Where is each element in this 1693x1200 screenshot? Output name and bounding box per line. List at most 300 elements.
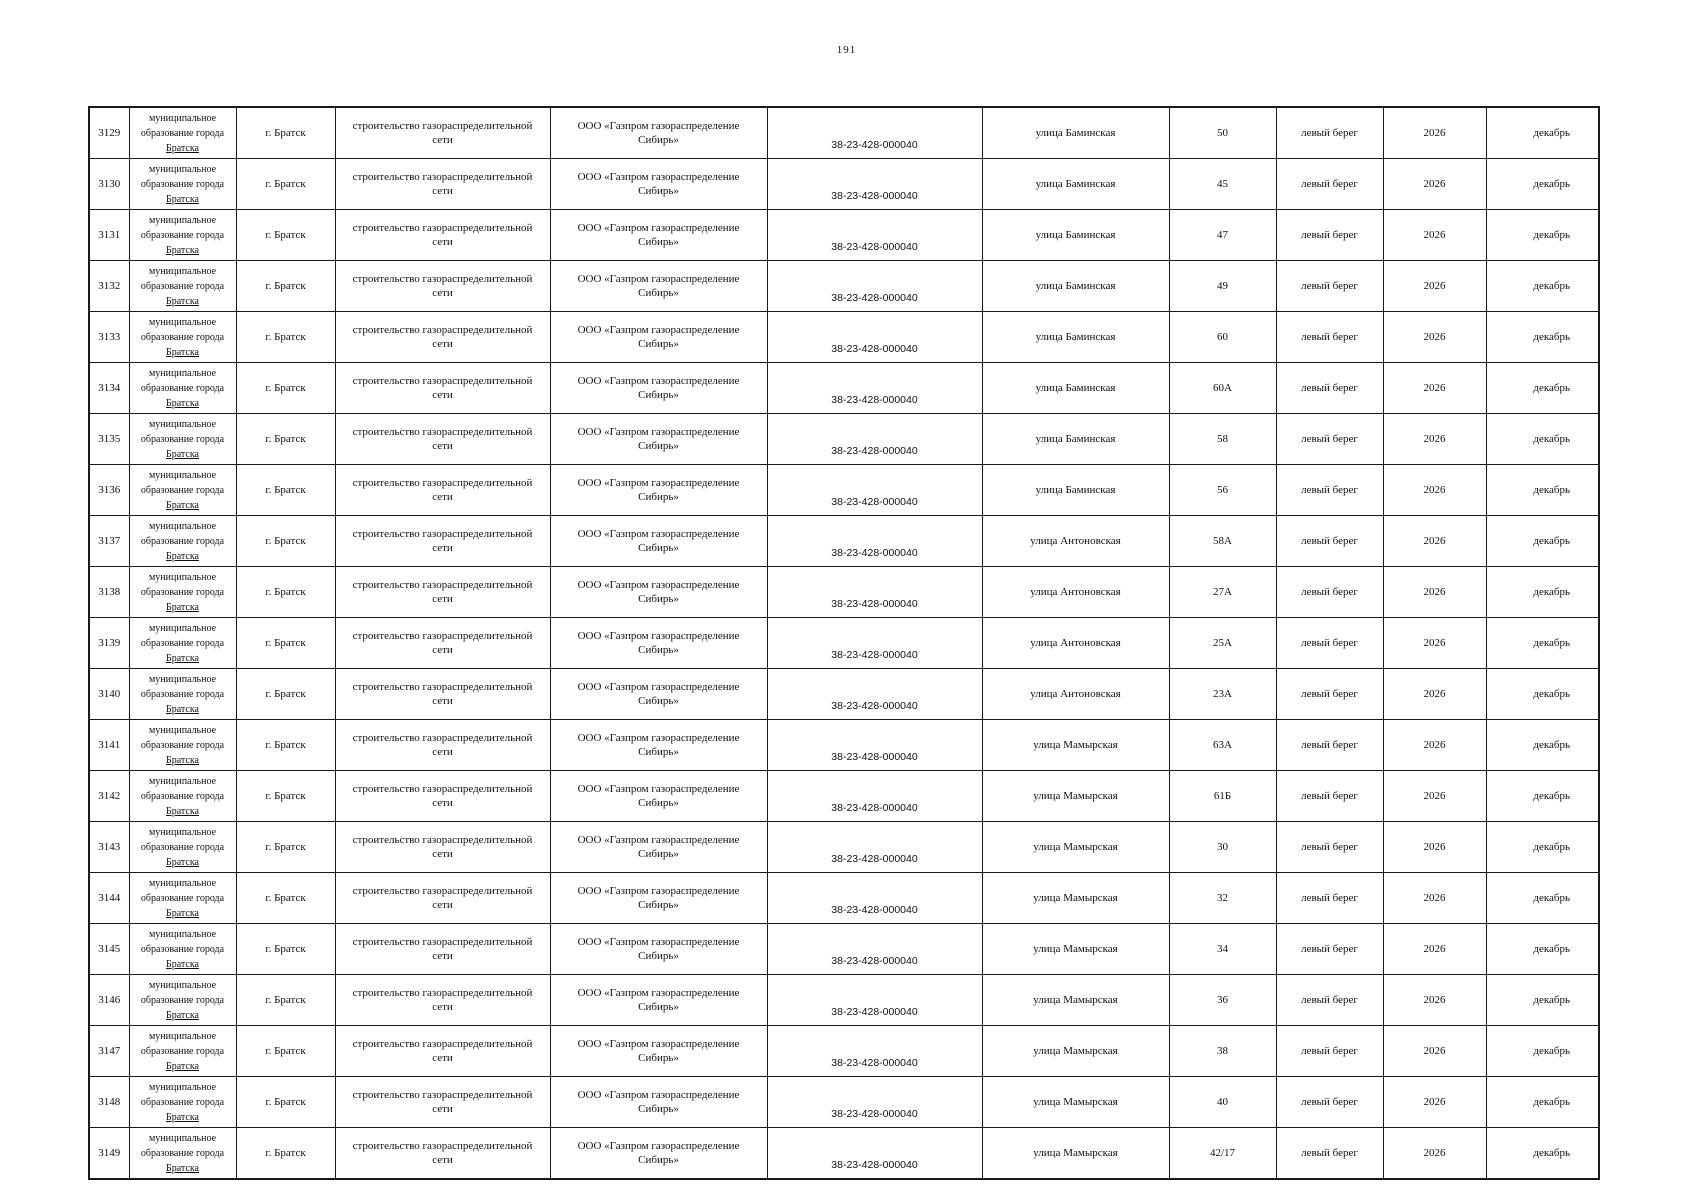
municipality-line: муниципальное: [148, 112, 217, 124]
row-number-cell: 3139: [89, 618, 129, 669]
code-cell: 38-23-428-000040: [767, 159, 982, 210]
house-cell: 36: [1169, 975, 1276, 1026]
city-cell: г. Братск: [236, 975, 335, 1026]
municipality-cell: [129, 1128, 236, 1180]
house-cell: 40: [1169, 1077, 1276, 1128]
year-cell: 2026: [1383, 516, 1486, 567]
municipality-cell: [129, 771, 236, 822]
object-cell: строительство газораспределительной сети: [335, 1077, 550, 1128]
municipality-line: муниципальное: [148, 622, 217, 634]
municipality-line: муниципальное: [148, 367, 217, 379]
house-cell: 30: [1169, 822, 1276, 873]
municipality-line: муниципальное: [148, 1132, 217, 1144]
municipality-line: образование города: [140, 229, 225, 241]
row-number-cell: 3147: [89, 1026, 129, 1077]
municipality-line: Братска: [166, 601, 199, 613]
year-cell: 2026: [1383, 771, 1486, 822]
municipality-cell: [129, 720, 236, 771]
month-cell: декабрь: [1486, 873, 1599, 924]
municipality-cell: [129, 975, 236, 1026]
street-cell: улица Мамырская: [982, 873, 1169, 924]
organization-cell: ООО «Газпром газораспределение Сибирь»: [550, 1077, 767, 1128]
municipality-cell: [129, 1077, 236, 1128]
organization-cell: ООО «Газпром газораспределение Сибирь»: [550, 312, 767, 363]
month-cell: декабрь: [1486, 669, 1599, 720]
object-cell: строительство газораспределительной сети: [335, 312, 550, 363]
organization-cell: ООО «Газпром газораспределение Сибирь»: [550, 771, 767, 822]
row-number-cell: 3149: [89, 1128, 129, 1180]
municipality-cell: [129, 618, 236, 669]
house-cell: 47: [1169, 210, 1276, 261]
code-cell: 38-23-428-000040: [767, 618, 982, 669]
municipality-line: муниципальное: [148, 214, 217, 226]
city-cell: г. Братск: [236, 618, 335, 669]
municipality-cell: [129, 363, 236, 414]
code-cell: 38-23-428-000040: [767, 669, 982, 720]
year-cell: 2026: [1383, 1077, 1486, 1128]
row-number-cell: 3148: [89, 1077, 129, 1128]
city-cell: г. Братск: [236, 771, 335, 822]
table-row: [89, 873, 1599, 924]
month-cell: декабрь: [1486, 1128, 1599, 1180]
object-cell: строительство газораспределительной сети: [335, 159, 550, 210]
gas-network-table: [88, 106, 1600, 1180]
table-row: [89, 1077, 1599, 1128]
organization-cell: ООО «Газпром газораспределение Сибирь»: [550, 210, 767, 261]
municipality-cell: [129, 261, 236, 312]
city-cell: г. Братск: [236, 1026, 335, 1077]
house-cell: 63А: [1169, 720, 1276, 771]
object-cell: строительство газораспределительной сети: [335, 567, 550, 618]
month-cell: декабрь: [1486, 1077, 1599, 1128]
municipality-line: Братска: [166, 295, 199, 307]
code-cell: 38-23-428-000040: [767, 771, 982, 822]
city-cell: г. Братск: [236, 414, 335, 465]
row-number-cell: 3144: [89, 873, 129, 924]
organization-cell: ООО «Газпром газораспределение Сибирь»: [550, 873, 767, 924]
bank-cell: левый берег: [1276, 516, 1383, 567]
row-number-cell: 3130: [89, 159, 129, 210]
row-number-cell: 3132: [89, 261, 129, 312]
month-cell: декабрь: [1486, 107, 1599, 159]
year-cell: 2026: [1383, 107, 1486, 159]
table-row: [89, 107, 1599, 159]
bank-cell: левый берег: [1276, 618, 1383, 669]
bank-cell: левый берег: [1276, 567, 1383, 618]
table-row: [89, 975, 1599, 1026]
municipality-line: образование города: [140, 484, 225, 496]
organization-cell: ООО «Газпром газораспределение Сибирь»: [550, 720, 767, 771]
organization-cell: ООО «Газпром газораспределение Сибирь»: [550, 1026, 767, 1077]
bank-cell: левый берег: [1276, 261, 1383, 312]
object-cell: строительство газораспределительной сети: [335, 261, 550, 312]
municipality-cell: [129, 669, 236, 720]
bank-cell: левый берег: [1276, 414, 1383, 465]
month-cell: декабрь: [1486, 516, 1599, 567]
municipality-line: муниципальное: [148, 163, 217, 175]
city-cell: г. Братск: [236, 567, 335, 618]
row-number-cell: 3129: [89, 107, 129, 159]
year-cell: 2026: [1383, 159, 1486, 210]
year-cell: 2026: [1383, 924, 1486, 975]
code-cell: 38-23-428-000040: [767, 414, 982, 465]
row-number-cell: 3143: [89, 822, 129, 873]
organization-cell: ООО «Газпром газораспределение Сибирь»: [550, 363, 767, 414]
street-cell: улица Баминская: [982, 465, 1169, 516]
organization-cell: ООО «Газпром газораспределение Сибирь»: [550, 567, 767, 618]
municipality-cell: [129, 465, 236, 516]
city-cell: г. Братск: [236, 210, 335, 261]
bank-cell: левый берег: [1276, 924, 1383, 975]
municipality-line: образование города: [140, 943, 225, 955]
table-row: [89, 363, 1599, 414]
month-cell: декабрь: [1486, 465, 1599, 516]
municipality-line: образование города: [140, 280, 225, 292]
municipality-line: Братска: [166, 346, 199, 358]
month-cell: декабрь: [1486, 822, 1599, 873]
municipality-line: муниципальное: [148, 877, 217, 889]
organization-cell: ООО «Газпром газораспределение Сибирь»: [550, 1128, 767, 1180]
house-cell: 25А: [1169, 618, 1276, 669]
bank-cell: левый берег: [1276, 210, 1383, 261]
municipality-line: образование города: [140, 433, 225, 445]
municipality-line: образование города: [140, 841, 225, 853]
object-cell: строительство газораспределительной сети: [335, 975, 550, 1026]
table-row: [89, 771, 1599, 822]
year-cell: 2026: [1383, 414, 1486, 465]
city-cell: г. Братск: [236, 1077, 335, 1128]
municipality-line: муниципальное: [148, 316, 217, 328]
municipality-line: Братска: [166, 142, 199, 154]
object-cell: строительство газораспределительной сети: [335, 465, 550, 516]
municipality-line: Братска: [166, 805, 199, 817]
object-cell: строительство газораспределительной сети: [335, 822, 550, 873]
municipality-line: образование города: [140, 1147, 225, 1159]
year-cell: 2026: [1383, 567, 1486, 618]
bank-cell: левый берег: [1276, 363, 1383, 414]
month-cell: декабрь: [1486, 261, 1599, 312]
street-cell: улица Антоновская: [982, 669, 1169, 720]
code-cell: 38-23-428-000040: [767, 363, 982, 414]
row-number-cell: 3145: [89, 924, 129, 975]
month-cell: декабрь: [1486, 363, 1599, 414]
municipality-cell: [129, 822, 236, 873]
municipality-line: муниципальное: [148, 775, 217, 787]
street-cell: улица Мамырская: [982, 720, 1169, 771]
year-cell: 2026: [1383, 873, 1486, 924]
municipality-line: образование города: [140, 382, 225, 394]
street-cell: улица Баминская: [982, 312, 1169, 363]
municipality-line: Братска: [166, 397, 199, 409]
year-cell: 2026: [1383, 210, 1486, 261]
object-cell: строительство газораспределительной сети: [335, 669, 550, 720]
row-number-cell: 3136: [89, 465, 129, 516]
organization-cell: ООО «Газпром газораспределение Сибирь»: [550, 516, 767, 567]
code-cell: 38-23-428-000040: [767, 720, 982, 771]
table-row: [89, 465, 1599, 516]
street-cell: улица Антоновская: [982, 567, 1169, 618]
bank-cell: левый берег: [1276, 107, 1383, 159]
city-cell: г. Братск: [236, 873, 335, 924]
street-cell: улица Мамырская: [982, 975, 1169, 1026]
house-cell: 56: [1169, 465, 1276, 516]
house-cell: 32: [1169, 873, 1276, 924]
municipality-line: образование города: [140, 127, 225, 139]
municipality-line: муниципальное: [148, 1081, 217, 1093]
year-cell: 2026: [1383, 465, 1486, 516]
code-cell: 38-23-428-000040: [767, 107, 982, 159]
code-cell: 38-23-428-000040: [767, 261, 982, 312]
house-cell: 60: [1169, 312, 1276, 363]
house-cell: 58: [1169, 414, 1276, 465]
street-cell: улица Мамырская: [982, 1128, 1169, 1180]
object-cell: строительство газораспределительной сети: [335, 210, 550, 261]
bank-cell: левый берег: [1276, 1026, 1383, 1077]
month-cell: декабрь: [1486, 567, 1599, 618]
row-number-cell: 3137: [89, 516, 129, 567]
city-cell: г. Братск: [236, 1128, 335, 1180]
municipality-line: муниципальное: [148, 418, 217, 430]
municipality-line: Братска: [166, 1111, 199, 1123]
city-cell: г. Братск: [236, 159, 335, 210]
year-cell: 2026: [1383, 669, 1486, 720]
municipality-line: образование города: [140, 178, 225, 190]
house-cell: 42/17: [1169, 1128, 1276, 1180]
municipality-line: Братска: [166, 1060, 199, 1072]
municipality-line: образование города: [140, 1045, 225, 1057]
city-cell: г. Братск: [236, 822, 335, 873]
street-cell: улица Баминская: [982, 159, 1169, 210]
municipality-cell: [129, 159, 236, 210]
municipality-line: муниципальное: [148, 673, 217, 685]
year-cell: 2026: [1383, 261, 1486, 312]
object-cell: строительство газораспределительной сети: [335, 720, 550, 771]
municipality-line: муниципальное: [148, 724, 217, 736]
municipality-line: образование города: [140, 586, 225, 598]
object-cell: строительство газораспределительной сети: [335, 516, 550, 567]
municipality-line: образование города: [140, 637, 225, 649]
bank-cell: левый берег: [1276, 159, 1383, 210]
bank-cell: левый берег: [1276, 312, 1383, 363]
object-cell: строительство газораспределительной сети: [335, 414, 550, 465]
municipality-line: образование города: [140, 1096, 225, 1108]
table-row: [89, 1026, 1599, 1077]
year-cell: 2026: [1383, 1026, 1486, 1077]
house-cell: 61Б: [1169, 771, 1276, 822]
city-cell: г. Братск: [236, 465, 335, 516]
street-cell: улица Антоновская: [982, 618, 1169, 669]
table-row: [89, 159, 1599, 210]
row-number-cell: 3135: [89, 414, 129, 465]
municipality-line: Братска: [166, 499, 199, 511]
municipality-cell: [129, 210, 236, 261]
street-cell: улица Баминская: [982, 261, 1169, 312]
street-cell: улица Мамырская: [982, 924, 1169, 975]
municipality-line: муниципальное: [148, 469, 217, 481]
gas-network-table-container: [88, 106, 1598, 1180]
table-row: [89, 822, 1599, 873]
municipality-line: Братска: [166, 550, 199, 562]
row-number-cell: 3142: [89, 771, 129, 822]
code-cell: 38-23-428-000040: [767, 1077, 982, 1128]
municipality-line: Братска: [166, 1009, 199, 1021]
street-cell: улица Антоновская: [982, 516, 1169, 567]
table-row: [89, 516, 1599, 567]
table-row: [89, 567, 1599, 618]
code-cell: 38-23-428-000040: [767, 516, 982, 567]
city-cell: г. Братск: [236, 516, 335, 567]
row-number-cell: 3133: [89, 312, 129, 363]
year-cell: 2026: [1383, 312, 1486, 363]
bank-cell: левый берег: [1276, 465, 1383, 516]
month-cell: декабрь: [1486, 1026, 1599, 1077]
bank-cell: левый берег: [1276, 1128, 1383, 1180]
municipality-line: муниципальное: [148, 571, 217, 583]
municipality-line: муниципальное: [148, 826, 217, 838]
city-cell: г. Братск: [236, 924, 335, 975]
year-cell: 2026: [1383, 618, 1486, 669]
city-cell: г. Братск: [236, 261, 335, 312]
code-cell: 38-23-428-000040: [767, 567, 982, 618]
street-cell: улица Баминская: [982, 414, 1169, 465]
municipality-line: Братска: [166, 703, 199, 715]
organization-cell: ООО «Газпром газораспределение Сибирь»: [550, 414, 767, 465]
organization-cell: ООО «Газпром газораспределение Сибирь»: [550, 618, 767, 669]
municipality-cell: [129, 1026, 236, 1077]
table-row: [89, 720, 1599, 771]
object-cell: строительство газораспределительной сети: [335, 924, 550, 975]
municipality-line: муниципальное: [148, 1030, 217, 1042]
year-cell: 2026: [1383, 720, 1486, 771]
municipality-line: муниципальное: [148, 979, 217, 991]
code-cell: 38-23-428-000040: [767, 975, 982, 1026]
municipality-line: муниципальное: [148, 265, 217, 277]
object-cell: строительство газораспределительной сети: [335, 107, 550, 159]
code-cell: 38-23-428-000040: [767, 465, 982, 516]
month-cell: декабрь: [1486, 312, 1599, 363]
city-cell: г. Братск: [236, 107, 335, 159]
table-row: [89, 210, 1599, 261]
row-number-cell: 3131: [89, 210, 129, 261]
house-cell: 45: [1169, 159, 1276, 210]
code-cell: 38-23-428-000040: [767, 924, 982, 975]
municipality-line: образование города: [140, 790, 225, 802]
table-row: [89, 669, 1599, 720]
municipality-line: Братска: [166, 652, 199, 664]
street-cell: улица Мамырская: [982, 822, 1169, 873]
month-cell: декабрь: [1486, 210, 1599, 261]
organization-cell: ООО «Газпром газораспределение Сибирь»: [550, 669, 767, 720]
municipality-cell: [129, 873, 236, 924]
page-number: 191: [836, 44, 857, 56]
organization-cell: ООО «Газпром газораспределение Сибирь»: [550, 107, 767, 159]
code-cell: 38-23-428-000040: [767, 822, 982, 873]
municipality-cell: [129, 414, 236, 465]
municipality-cell: [129, 567, 236, 618]
house-cell: 34: [1169, 924, 1276, 975]
row-number-cell: 3134: [89, 363, 129, 414]
table-row: [89, 924, 1599, 975]
object-cell: строительство газораспределительной сети: [335, 771, 550, 822]
municipality-line: Братска: [166, 856, 199, 868]
row-number-cell: 3146: [89, 975, 129, 1026]
month-cell: декабрь: [1486, 720, 1599, 771]
bank-cell: левый берег: [1276, 822, 1383, 873]
organization-cell: ООО «Газпром газораспределение Сибирь»: [550, 924, 767, 975]
row-number-cell: 3138: [89, 567, 129, 618]
code-cell: 38-23-428-000040: [767, 1128, 982, 1180]
municipality-cell: [129, 107, 236, 159]
municipality-line: муниципальное: [148, 520, 217, 532]
table-row: [89, 414, 1599, 465]
organization-cell: ООО «Газпром газораспределение Сибирь»: [550, 159, 767, 210]
house-cell: 49: [1169, 261, 1276, 312]
month-cell: декабрь: [1486, 975, 1599, 1026]
organization-cell: ООО «Газпром газораспределение Сибирь»: [550, 261, 767, 312]
street-cell: улица Баминская: [982, 107, 1169, 159]
house-cell: 27А: [1169, 567, 1276, 618]
city-cell: г. Братск: [236, 669, 335, 720]
month-cell: декабрь: [1486, 414, 1599, 465]
house-cell: 58А: [1169, 516, 1276, 567]
code-cell: 38-23-428-000040: [767, 873, 982, 924]
month-cell: декабрь: [1486, 618, 1599, 669]
city-cell: г. Братск: [236, 312, 335, 363]
house-cell: 50: [1169, 107, 1276, 159]
house-cell: 38: [1169, 1026, 1276, 1077]
municipality-line: муниципальное: [148, 928, 217, 940]
municipality-line: образование города: [140, 739, 225, 751]
municipality-line: Братска: [166, 193, 199, 205]
municipality-line: Братска: [166, 1162, 199, 1174]
bank-cell: левый берег: [1276, 975, 1383, 1026]
bank-cell: левый берег: [1276, 873, 1383, 924]
street-cell: улица Мамырская: [982, 1026, 1169, 1077]
municipality-line: Братска: [166, 958, 199, 970]
table-row: [89, 1128, 1599, 1180]
municipality-line: образование города: [140, 331, 225, 343]
street-cell: улица Мамырская: [982, 771, 1169, 822]
year-cell: 2026: [1383, 363, 1486, 414]
table-row: [89, 618, 1599, 669]
row-number-cell: 3141: [89, 720, 129, 771]
municipality-line: образование города: [140, 535, 225, 547]
city-cell: г. Братск: [236, 720, 335, 771]
row-number-cell: 3140: [89, 669, 129, 720]
code-cell: 38-23-428-000040: [767, 312, 982, 363]
bank-cell: левый берег: [1276, 771, 1383, 822]
year-cell: 2026: [1383, 822, 1486, 873]
month-cell: декабрь: [1486, 159, 1599, 210]
municipality-line: Братска: [166, 754, 199, 766]
object-cell: строительство газораспределительной сети: [335, 873, 550, 924]
bank-cell: левый берег: [1276, 720, 1383, 771]
object-cell: строительство газораспределительной сети: [335, 363, 550, 414]
code-cell: 38-23-428-000040: [767, 1026, 982, 1077]
bank-cell: левый берег: [1276, 669, 1383, 720]
month-cell: декабрь: [1486, 924, 1599, 975]
municipality-cell: [129, 312, 236, 363]
table-row: [89, 312, 1599, 363]
municipality-line: Братска: [166, 448, 199, 460]
object-cell: строительство газораспределительной сети: [335, 1128, 550, 1180]
bank-cell: левый берег: [1276, 1077, 1383, 1128]
code-cell: 38-23-428-000040: [767, 210, 982, 261]
municipality-line: образование города: [140, 688, 225, 700]
year-cell: 2026: [1383, 1128, 1486, 1180]
table-row: [89, 261, 1599, 312]
municipality-line: Братска: [166, 244, 199, 256]
